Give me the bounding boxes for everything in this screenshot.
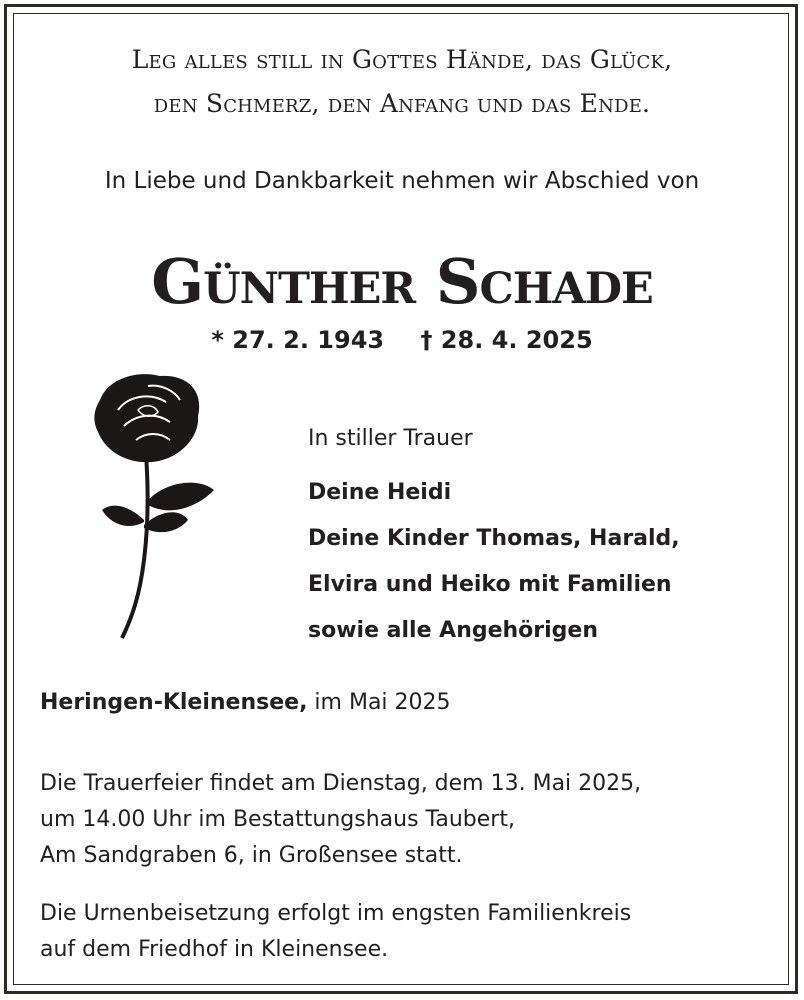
mourner-line: Elvira und Heiko mit Familien (308, 572, 672, 597)
service-line: um 14.00 Uhr im Bestattungshaus Taubert, (40, 807, 515, 832)
place-date (40, 690, 451, 715)
birth-date: * 27. 2. 1943 (211, 326, 385, 354)
mourning-intro: In stiller Trauer (308, 426, 473, 451)
poem-line: den Schmerz, den Anfang und das Ende. (153, 89, 651, 118)
service-line: Am Sandgraben 6, in Großensee statt. (40, 843, 463, 868)
mourner-line: Deine Kinder Thomas, Harald, (308, 526, 680, 551)
burial-info (40, 896, 631, 968)
death-date: † 28. 4. 2025 (420, 326, 593, 354)
place-month: im Mai 2025 (307, 690, 451, 715)
service-line: Die Trauerfeier findet am Dienstag, dem 13. Mai 2025, (40, 771, 642, 796)
life-dates (0, 326, 804, 354)
intro-text: In Liebe und Dankbarkeit nehmen wir Abschied von (104, 168, 700, 194)
mourners-block (308, 424, 680, 654)
burial-line: auf dem Friedhof in Kleinensee. (40, 937, 389, 962)
mourner-line: Deine Heidi (308, 480, 452, 505)
deceased-name: Günther Schade (151, 245, 653, 318)
burial-line: Die Urnenbeisetzung erfolgt im engsten Familienkreis (40, 901, 632, 926)
poem-line: Leg alles still in Gottes Hände, das Glück, (131, 45, 673, 74)
rose-icon (88, 370, 218, 640)
mourner-line: sowie alle Angehörigen (308, 618, 599, 643)
place-name: Heringen-Kleinensee, (40, 690, 308, 715)
service-info (40, 766, 641, 874)
poem (0, 38, 804, 126)
